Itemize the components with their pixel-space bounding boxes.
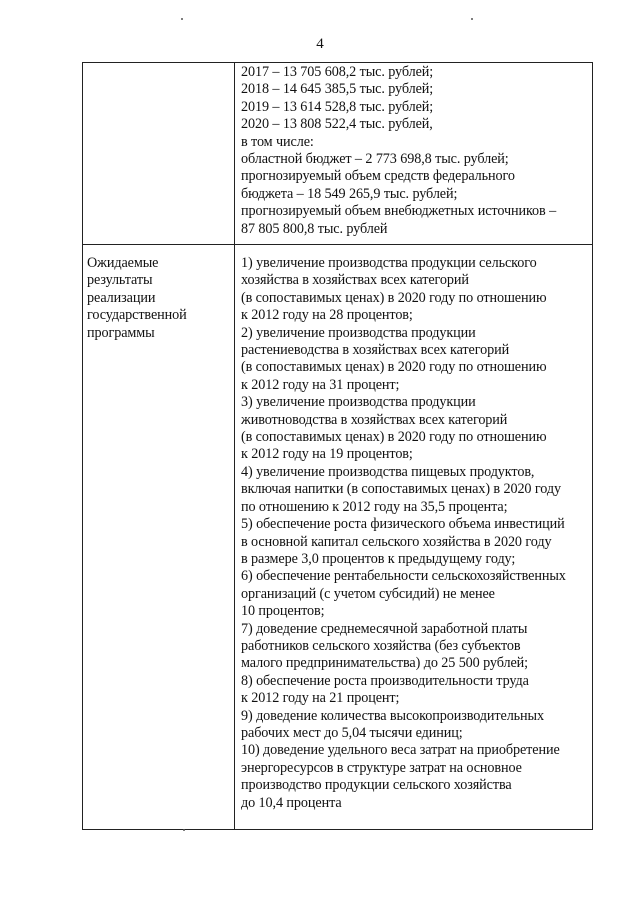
result-line: организаций (с учетом субсидий) не менее (241, 585, 495, 602)
funding-line: 2020 – 13 808 522,4 тыс. рублей, (241, 116, 433, 133)
result-line: 5) обеспечение роста физического объема инвестиций (241, 516, 565, 533)
scan-speck (471, 18, 473, 20)
funding-line: 2017 – 13 705 608,2 тыс. рублей; (241, 64, 434, 80)
result-line: в размере 3,0 процентов к предыдущему году; (241, 550, 516, 567)
result-line: 2) увеличение производства продукции (241, 324, 476, 341)
label-line: государственной (87, 307, 187, 324)
result-line: животноводства в хозяйствах всех категорий (241, 411, 508, 428)
funding-line: бюджета – 18 549 265,9 тыс. рублей; (241, 185, 458, 202)
result-line: 1) увеличение производства продукции сельского (241, 255, 537, 271)
funding-line: 87 805 800,8 тыс. рублей (241, 220, 388, 237)
result-line: растениеводства в хозяйствах всех категорий (241, 342, 510, 359)
result-line: 9) доведение количества высокопроизводительных (241, 707, 544, 724)
program-table (82, 62, 593, 830)
label-line: реализации (87, 289, 156, 306)
funding-cell (241, 64, 556, 238)
funding-line: в том числе: (241, 133, 314, 150)
result-line: производство продукции сельского хозяйства (241, 777, 512, 794)
result-line: 10 процентов; (241, 603, 325, 620)
label-line: программы (87, 324, 155, 341)
result-line: малого предпринимательства) до 25 500 рублей; (241, 655, 529, 672)
result-line: 7) доведение среднемесячной заработной платы (241, 620, 528, 637)
result-line: работников сельского хозяйства (без субъектов (241, 637, 521, 654)
funding-line: прогнозируемый объем средств федерального (241, 168, 515, 185)
result-line: до 10,4 процента (241, 794, 342, 811)
funding-line: областной бюджет – 2 773 698,8 тыс. рублей; (241, 151, 509, 168)
column-divider (234, 63, 235, 829)
result-line: (в сопоставимых ценах) в 2020 году по отношению (241, 429, 547, 446)
result-line: 3) увеличение производства продукции (241, 394, 476, 411)
expected-results-label (87, 255, 187, 342)
result-line: к 2012 году на 31 процент; (241, 376, 400, 393)
funding-line: прогнозируемый объем внебюджетных источников – (241, 203, 557, 220)
result-line: рабочих мест до 5,04 тысячи единиц; (241, 724, 463, 741)
result-line: 6) обеспечение рентабельности сельскохозяйственных (241, 568, 566, 585)
result-line: (в сопоставимых ценах) в 2020 году по отношению (241, 289, 547, 306)
result-line: в основной капитал сельского хозяйства в 2020 году (241, 533, 552, 550)
result-line: энергоресурсов в структуре затрат на основное (241, 759, 522, 776)
result-line: к 2012 году на 19 процентов; (241, 446, 413, 463)
result-line: к 2012 году на 21 процент; (241, 690, 400, 707)
result-line: к 2012 году на 28 процентов; (241, 307, 413, 324)
funding-line: 2019 – 13 614 528,8 тыс. рублей; (241, 98, 434, 115)
scan-speck (181, 18, 183, 20)
result-line: хозяйства в хозяйствах всех категорий (241, 272, 469, 289)
result-line: по отношению к 2012 году на 35,5 процента; (241, 498, 508, 515)
label-line: Ожидаемые (87, 255, 159, 271)
row-divider (83, 244, 592, 245)
scan-speck (183, 829, 185, 831)
result-line: 4) увеличение производства пищевых продуктов, (241, 463, 535, 480)
page-number: 4 (316, 36, 324, 52)
expected-results-cell (241, 255, 566, 812)
label-line: результаты (87, 272, 153, 289)
result-line: 10) доведение удельного веса затрат на приобретение (241, 742, 560, 759)
funding-line: 2018 – 14 645 385,5 тыс. рублей; (241, 81, 434, 98)
result-line: (в сопоставимых ценах) в 2020 году по отношению (241, 359, 547, 376)
result-line: 8) обеспечение роста производительности труда (241, 672, 529, 689)
result-line: включая напитки (в сопоставимых ценах) в 2020 году (241, 481, 561, 498)
